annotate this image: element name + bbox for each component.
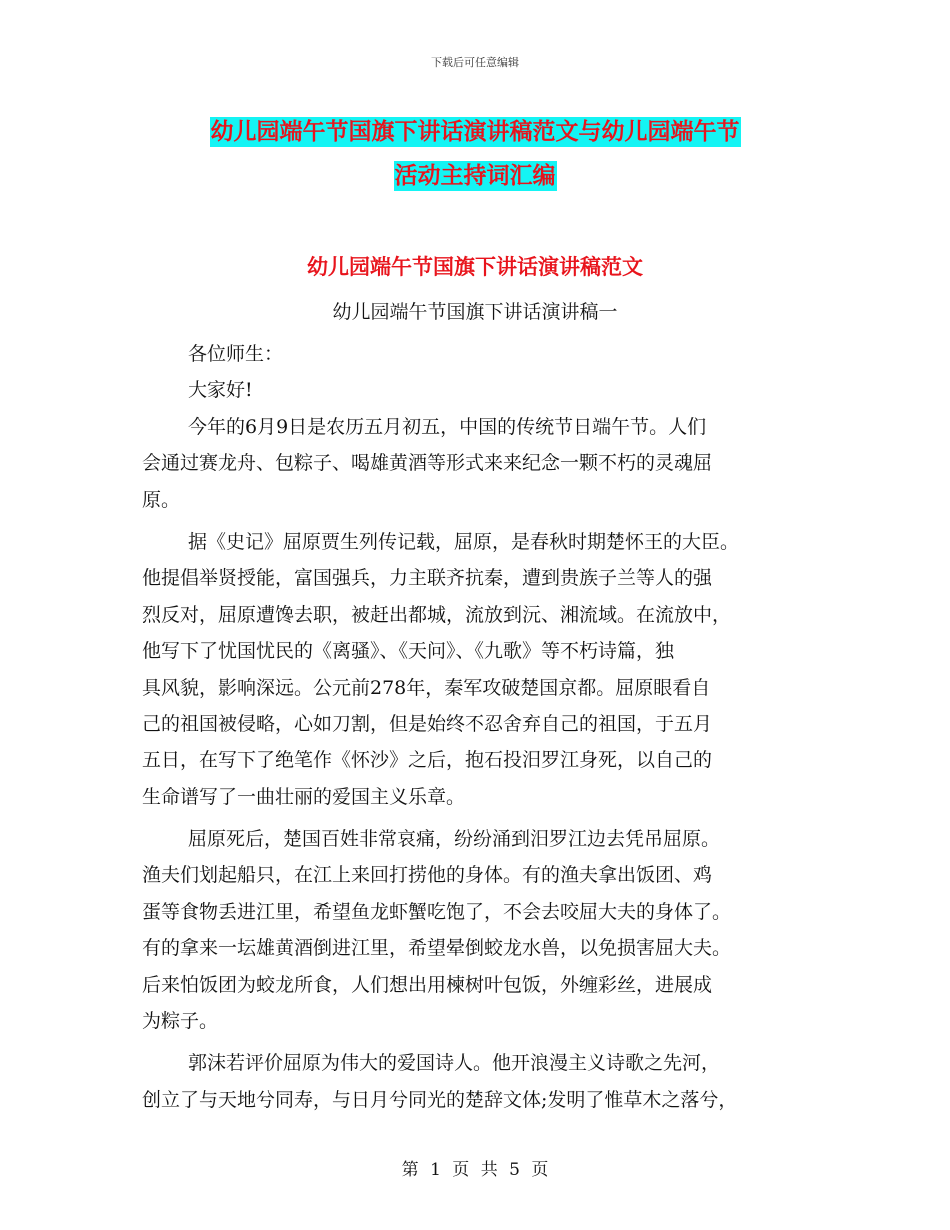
body-line: 有的拿来一坛雄黄酒倒进江里，希望晕倒蛟龙水兽，以免损害屈大夫。 bbox=[142, 937, 732, 960]
body-line: 五日，在写下了绝笔作《怀沙》之后，抱石投汨罗江身死，以自己的 bbox=[142, 749, 713, 772]
body-line: 屈原死后，楚国百姓非常哀痛，纷纷涌到汨罗江边去凭吊屈原。 bbox=[188, 828, 721, 851]
body-line: 渔夫们划起船只，在江上来回打捞他的身体。有的渔夫拿出饭团、鸡 bbox=[142, 864, 713, 887]
body-line: 蛋等食物丢进江里，希望鱼龙虾蟹吃饱了，不会去咬屈大夫的身体了。 bbox=[142, 900, 732, 923]
document-title-line-2: 活动主持词汇编 bbox=[394, 163, 556, 189]
body-line: 生命谱写了一曲壮丽的爱国主义乐章。 bbox=[142, 785, 466, 808]
body-line: 具风貌，影响深远。公元前278年，秦军攻破楚国京都。屈原眼看自 bbox=[142, 676, 711, 699]
body-line: 原。 bbox=[142, 488, 181, 511]
header-note: 下载后可任意编辑 bbox=[431, 56, 519, 69]
body-line: 他写下了忧国忧民的《离骚》、《天问》、《九歌》等不朽诗篇，独 bbox=[142, 640, 675, 663]
body-line: 各位师生： bbox=[188, 343, 284, 365]
body-line: 己的祖国被侵略，心如刀割，但是始终不忍舍弃自己的祖国，于五月 bbox=[142, 712, 713, 735]
body-line: 为粽子。 bbox=[142, 1010, 219, 1033]
document-title-line-1: 幼儿园端午节国旗下讲话演讲稿范文与幼儿园端午节 bbox=[210, 119, 740, 145]
body-text bbox=[142, 336, 822, 1118]
page-footer: 第 1 页 共 5 页 bbox=[401, 1160, 549, 1180]
body-line: 今年的6月9日是农历五月初五，中国的传统节日端午节。人们 bbox=[188, 415, 707, 438]
body-line: 后来怕饭团为蛟龙所食，人们想出用楝树叶包饭，外缠彩丝，进展成 bbox=[142, 973, 713, 996]
body-line: 创立了与天地兮同寿，与日月兮同光的楚辞文体;发明了惟草木之落兮， bbox=[142, 1088, 738, 1111]
body-line: 会通过赛龙舟、包粽子、喝雄黄酒等形式来来纪念一颗不朽的灵魂屈 bbox=[142, 452, 713, 475]
body-line: 据《史记》屈原贾生列传记载，屈原，是春秋时期楚怀王的大臣。 bbox=[188, 530, 740, 553]
body-line: 烈反对，屈原遭馋去职，被赶出都城，流放到沅、湘流域。在流放中， bbox=[142, 603, 732, 626]
section-heading: 幼儿园端午节国旗下讲话演讲稿范文 bbox=[307, 255, 643, 279]
body-line: 大家好! bbox=[188, 379, 253, 402]
body-line: 他提倡举贤授能，富国强兵，力主联齐抗秦，遭到贵族子兰等人的强 bbox=[142, 567, 713, 590]
subheading: 幼儿园端午节国旗下讲话演讲稿一 bbox=[332, 301, 618, 323]
body-line: 郭沫若评价屈原为伟大的爱国诗人。他开浪漫主义诗歌之先河， bbox=[188, 1052, 721, 1075]
